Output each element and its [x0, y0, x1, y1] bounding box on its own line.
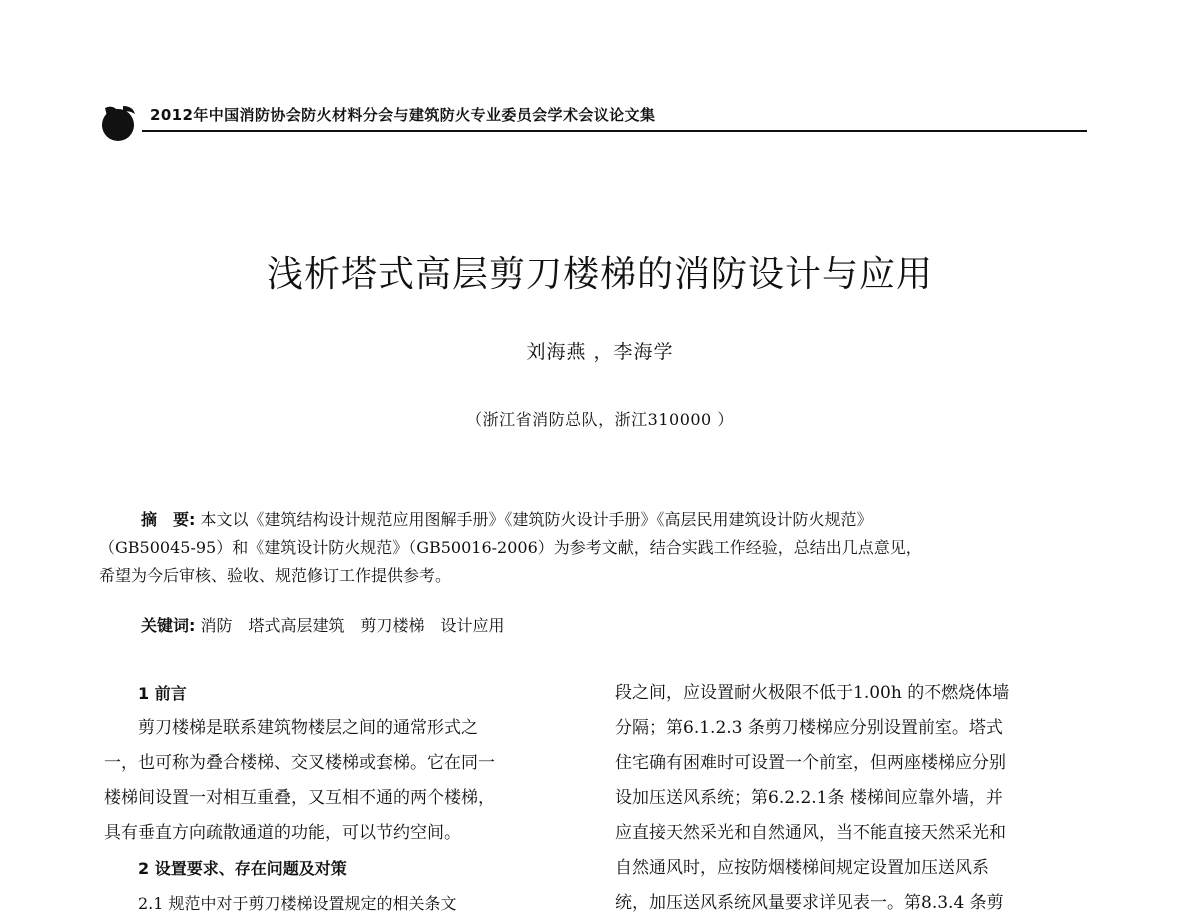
body-line: 剪刀楼梯是联系建筑物楼层之间的通常形式之 — [138, 718, 478, 738]
abstract-label: 摘 要: — [141, 510, 196, 529]
running-header: 2012年中国消防协会防火材料分会与建筑防火专业委员会学术会议论文集 — [150, 106, 656, 124]
body-line: 统，加压送风系统风量要求详见表一。第8.3.4 条剪 — [615, 893, 1004, 913]
body-line: 自然通风时，应按防烟楼梯间规定设置加压送风系 — [615, 858, 989, 878]
paper-affiliation: （浙江省消防总队，浙江310000 ） — [466, 410, 734, 429]
abstract — [99, 506, 1087, 590]
left-column — [104, 676, 582, 921]
section-heading: 2 设置要求、存在问题及对策 — [138, 859, 347, 878]
body-line: 应直接天然采光和自然通风，当不能直接天然采光和 — [615, 823, 1006, 843]
abstract-line: （GB50045-95）和《建筑设计防火规范》（GB50016-2006）为参考文献，结合实践工作经验，总结出几点意见， — [99, 538, 922, 557]
body-line: 具有垂直方向疏散通道的功能，可以节约空间。 — [104, 823, 461, 843]
abstract-line: 摘 要: 本文以《建筑结构设计规范应用图解手册》《建筑防火设计手册》《高层民用建筑设计防火规范》 — [141, 510, 873, 529]
paper-authors: 刘海燕 ，李海学 — [526, 341, 674, 363]
body-line: 段之间，应设置耐火极限不低于1.00h 的不燃烧体墙 — [615, 683, 1010, 703]
keywords-text: 消防 塔式高层建筑 剪刀楼梯 设计应用 — [200, 616, 505, 635]
body-line: 一，也可称为叠合楼梯、交叉楼梯或套梯。它在同一 — [104, 753, 495, 773]
keywords — [99, 612, 1087, 640]
body-line: 楼梯间设置一对相互重叠，又互相不通的两个楼梯， — [104, 788, 495, 808]
body-line: 住宅确有困难时可设置一个前室，但两座楼梯应分别 — [615, 753, 1006, 773]
proceedings-logo-icon — [99, 104, 139, 142]
section-heading: 1 前言 — [138, 684, 187, 703]
body-line: 分隔；第6.1.2.3 条剪刀楼梯应分别设置前室。塔式 — [615, 718, 1003, 738]
paper-title: 浅析塔式高层剪刀楼梯的消防设计与应用 — [266, 254, 933, 295]
keywords-label: 关键词: — [141, 616, 196, 635]
header-rule — [142, 130, 1087, 132]
abstract-line: 希望为今后审核、验收、规范修订工作提供参考。 — [99, 566, 452, 585]
right-column — [615, 676, 1087, 921]
body-line: 设加压送风系统；第6.2.2.1条 楼梯间应靠外墙，并 — [615, 788, 1003, 808]
subsection-heading: 2.1 规范中对于剪刀楼梯设置规定的相关条文 — [138, 894, 457, 913]
